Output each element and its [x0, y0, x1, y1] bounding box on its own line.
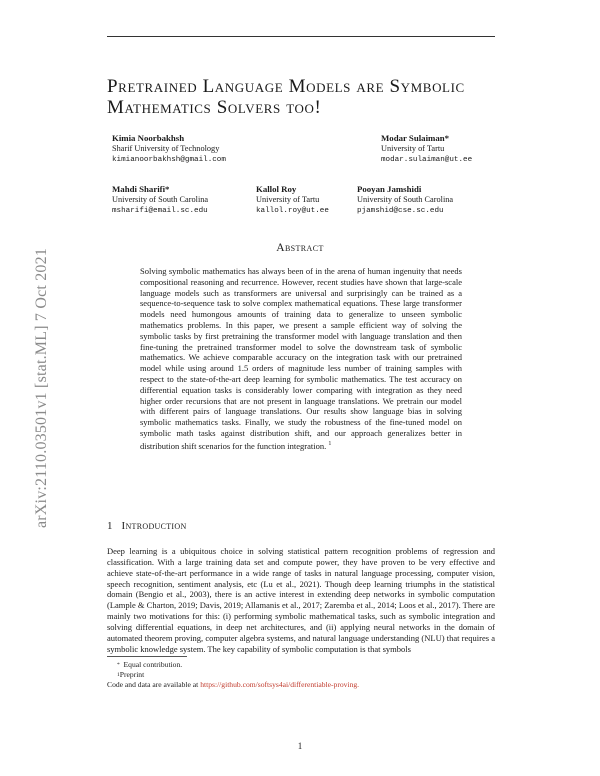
author-block: [381, 133, 472, 165]
author-affiliation: University of Tartu: [256, 194, 320, 204]
author-block: [357, 184, 453, 216]
footnote-code: [107, 680, 359, 690]
author-name: Kallol Roy: [256, 184, 297, 194]
author-name: Kimia Noorbakhsh: [112, 133, 185, 143]
footnote-equal: [117, 660, 182, 670]
arxiv-stamp: arXiv:2110.03501v1 [stat.ML] 7 Oct 2021: [33, 247, 50, 529]
author-name: Modar Sulaiman*: [381, 133, 450, 143]
title-line: Pretrained Language Models are Symbolic: [107, 76, 465, 97]
title-line: Mathematics Solvers too!: [107, 97, 322, 118]
author-email[interactable]: modar.sulaiman@ut.ee: [381, 155, 473, 164]
author-affiliation: Sharif University of Technology: [112, 143, 220, 153]
code-link[interactable]: https://github.com/softsys4ai/differentiable-proving.: [200, 680, 360, 689]
section-heading: [107, 520, 187, 532]
author-block: [112, 184, 208, 216]
section-number: 1: [107, 520, 113, 532]
author-email[interactable]: msharifi@email.sc.edu: [112, 206, 208, 215]
footnote-preprint: [117, 670, 144, 680]
footnote-text: Code and data are available at: [107, 680, 201, 689]
author-name: Mahdi Sharifi*: [112, 184, 170, 194]
author-email[interactable]: pjamshid@cse.sc.edu: [357, 206, 444, 215]
author-email[interactable]: kimianoorbakhsh@gmail.com: [112, 155, 226, 164]
footnote-text: Preprint: [119, 670, 145, 679]
author-name: Pooyan Jamshidi: [357, 184, 422, 194]
footnote-text: Equal contribution.: [123, 660, 183, 669]
top-rule: [107, 36, 495, 37]
footnote-marker: 1: [328, 440, 332, 447]
footnote-mark: 1: [117, 672, 120, 678]
paper-title: [107, 76, 507, 118]
author-affiliation: University of Tartu: [381, 143, 445, 153]
abstract-text: Solving symbolic mathematics has always been of in the arena of human ingenuity that needs compositional reasoning and recurrence. However, recent studies have shown that large-scale language models such as transformers are universal and surprisingly can be trained as a sequence-to-sequence task to solve complex mathematical equations. These large transformer models need humongous amounts of training data to generalize to unseen symbolic mathematics problems. In this paper, we present a sample efficient way of solving the symbolic tasks by first pretraining the transformer model with language translation and then fine-tuning the pretrained transformer model to solve the downstream task of symbolic mathematics. We achieve comparable accuracy on the integration task with our pretrained model while using around 1.5 orders of magnitude less number of training samples with respect to the state-of-the-art deep learning for symbolic mathematics. The test accuracy on differential equation tasks is considerably lower comparing with integration as they need higher order recursions that are not present in language translations. We pretrain our model with different pairs of language translations. Our results show language bias in solving symbolic mathematics tasks. Finally, we study the robustness of the fine-tuned model on symbolic math tasks against distribution shift, and our approach generalizes better in distribution shift scenarios for the function integration.: [140, 266, 462, 451]
abstract-body: [140, 266, 462, 451]
footnote-rule: [107, 656, 187, 657]
author-email[interactable]: kallol.roy@ut.ee: [256, 206, 329, 215]
author-block: [112, 133, 226, 165]
section-title: Introduction: [121, 520, 187, 532]
introduction-text: Deep learning is a ubiquitous choice in solving statistical pattern recognition problems of regression and classification. With a large training data set and compute power, they have proven to be very effective and achieve state-of-the-art performance in a wide range of tasks in natural language processing, computer vision, speech recognition, sentiment analysis, etc (Lu et al., 2021). Though deep learning triumphs in the statistical domain (Bengio et al., 2003), there is an active interest in extending deep networks in symbolic computation (Lample & Charton, 2019; Davis, 2019; Allamanis et al., 2017; Zaremba et al., 2014; Loos et al., 2017). There are mainly two motivations for this: (i) performing symbolic mathematical tasks, such as symbolic integration and solving differential equations, in deep net architectures, and (ii) applying neural networks in the domain of automated theorem proving, computer algebra systems, and natural language understanding (NLU) that requires a symbolic knowledge system. The key capability of symbolic computation is that symbols: [107, 546, 495, 654]
footnote-mark: *: [117, 662, 120, 668]
author-affiliation: University of South Carolina: [112, 194, 209, 204]
page-number: 1: [297, 741, 303, 751]
author-block: [256, 184, 329, 216]
author-affiliation: University of South Carolina: [357, 194, 454, 204]
abstract-heading: Abstract: [276, 242, 324, 254]
